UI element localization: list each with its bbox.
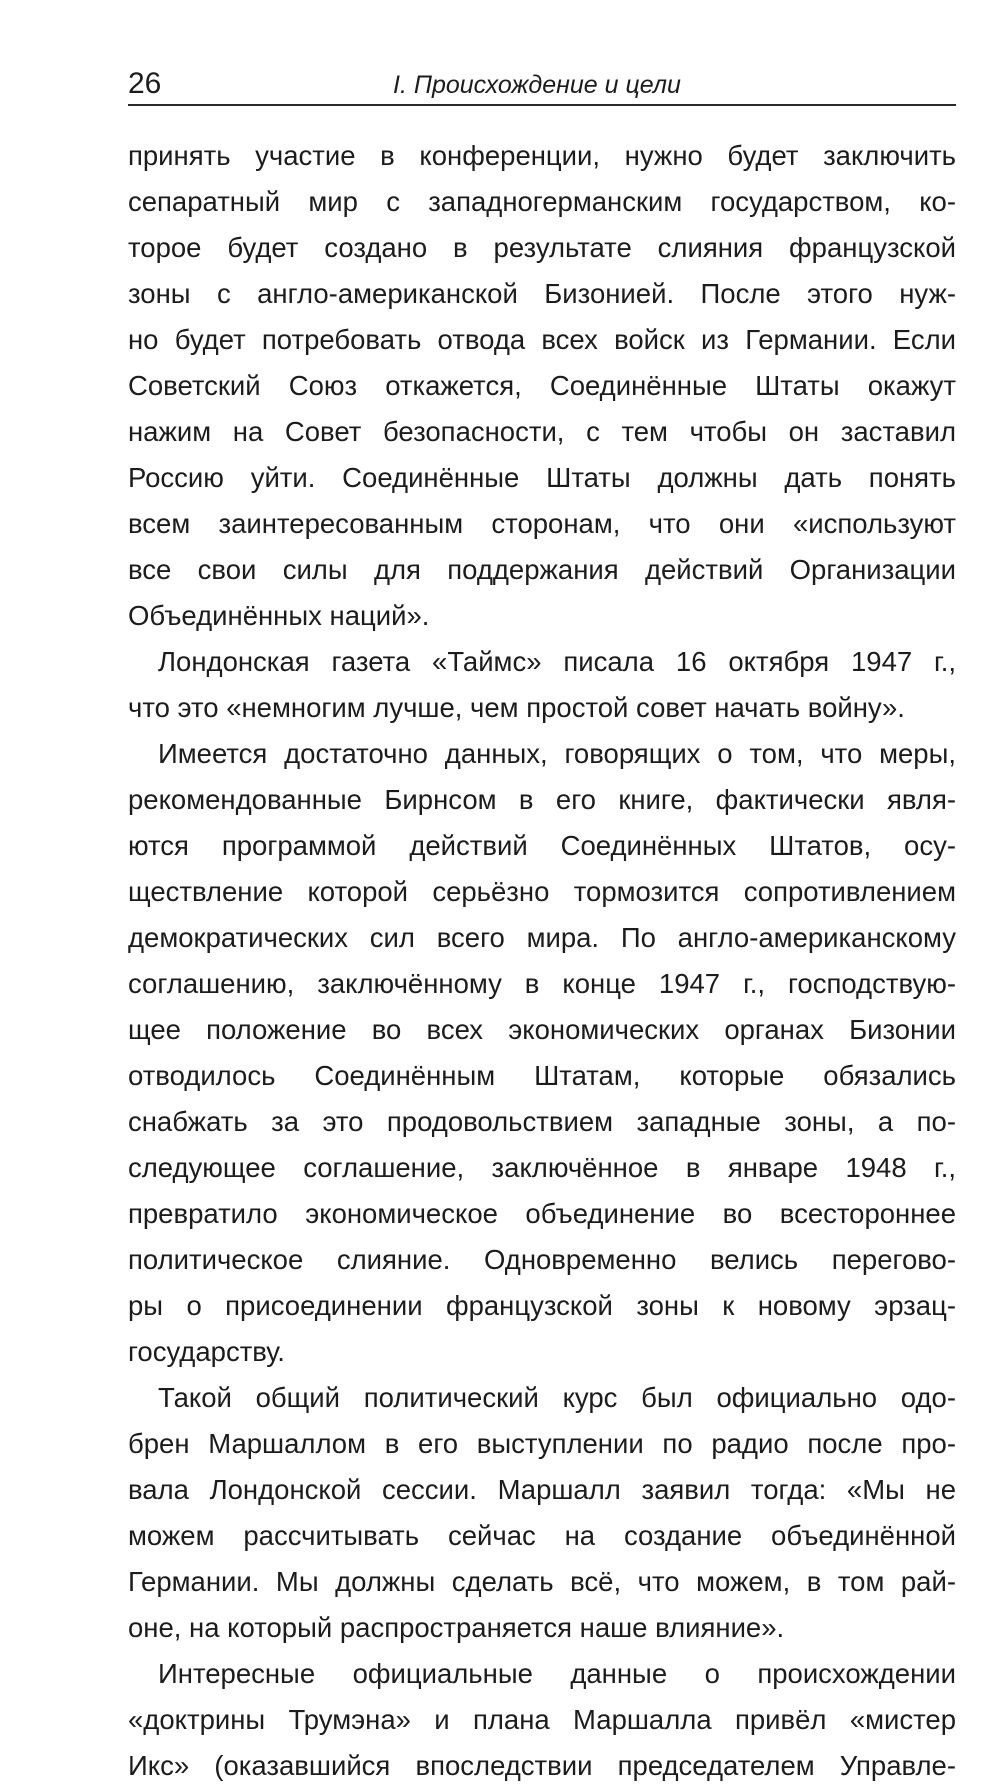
text-line: рекомендованные Бирнсом в его книге, фактически явля- xyxy=(128,784,956,815)
text-line: Россию уйти. Соединённые Штаты должны дать понять xyxy=(128,462,956,493)
text-line: нажим на Совет безопасности, с тем чтобы он заставил xyxy=(128,416,956,447)
text-line: щее положение во всех экономических органах Бизонии xyxy=(128,1014,956,1045)
text-line: зоны с англо-американской Бизонией. После этого нуж- xyxy=(128,278,956,309)
text-line: следующее соглашение, заключённое в январе 1948 г., xyxy=(128,1152,956,1183)
text-line: ры о присоединении французской зоны к новому эрзац- xyxy=(128,1290,956,1321)
paragraph xyxy=(128,1651,956,1789)
text-line: торое будет создано в результате слияния французской xyxy=(128,232,956,263)
text-line: отводилось Соединённым Штатам, которые обязались xyxy=(128,1060,956,1091)
page-header xyxy=(128,62,956,106)
text-line: Имеется достаточно данных, говорящих о том, что меры, xyxy=(158,738,956,769)
text-line: Такой общий политический курс был официально одо- xyxy=(158,1382,956,1413)
text-line: вала Лондонской сессии. Маршалл заявил тогда: «Мы не xyxy=(128,1474,956,1505)
running-head: I. Происхождение и цели xyxy=(393,71,681,99)
text-line: но будет потребовать отвода всех войск из Германии. Если xyxy=(128,324,956,355)
text-line: Советский Союз откажется, Соединённые Штаты окажут xyxy=(128,370,956,401)
text-line: принять участие в конференции, нужно будет заключить xyxy=(128,140,956,171)
text-line: все свои силы для поддержания действий Организации xyxy=(128,554,956,585)
text-line: ются программой действий Соединённых Штатов, осу- xyxy=(128,830,956,861)
text-line: превратило экономическое объединение во всестороннее xyxy=(128,1198,956,1229)
text-line: что это «немногим лучше, чем простой совет начать войну». xyxy=(128,692,905,723)
text-line: снабжать за это продовольствием западные зоны, а по- xyxy=(128,1106,956,1137)
text-line: брен Маршаллом в его выступлении по радио после про- xyxy=(128,1428,956,1459)
text-line: ществление которой серьёзно тормозится сопротивлением xyxy=(128,876,956,907)
text-line: можем рассчитывать сейчас на создание объединённой xyxy=(128,1520,956,1551)
text-line: «доктрины Трумэна» и плана Маршалла привёл «мистер xyxy=(128,1704,956,1735)
paragraph xyxy=(128,731,956,1375)
text-line: демократических сил всего мира. По англо-американскому xyxy=(128,922,956,953)
body-text xyxy=(128,133,956,1789)
paragraph xyxy=(128,639,956,731)
text-line: Лондонская газета «Таймс» писала 16 октября 1947 г., xyxy=(158,646,956,677)
text-line: политическое слияние. Одновременно велись перегово- xyxy=(128,1244,956,1275)
text-line: Интересные официальные данные о происхождении xyxy=(158,1658,956,1689)
text-line: Германии. Мы должны сделать всё, что можем, в том рай- xyxy=(128,1566,956,1597)
paragraph xyxy=(128,133,956,639)
text-line: соглашению, заключённому в конце 1947 г., господствую- xyxy=(128,968,956,999)
text-line: Икс» (оказавшийся впоследствии председателем Управле- xyxy=(128,1750,956,1781)
text-line: сепаратный мир с западногерманским государством, ко- xyxy=(128,186,956,217)
text-line: всем заинтересованным сторонам, что они «используют xyxy=(128,508,956,539)
text-line: оне, на который распространяется наше влияние». xyxy=(128,1612,785,1643)
page-number: 26 xyxy=(128,67,162,100)
text-line: Объединённых наций». xyxy=(128,600,430,631)
text-line: государству. xyxy=(128,1336,285,1367)
